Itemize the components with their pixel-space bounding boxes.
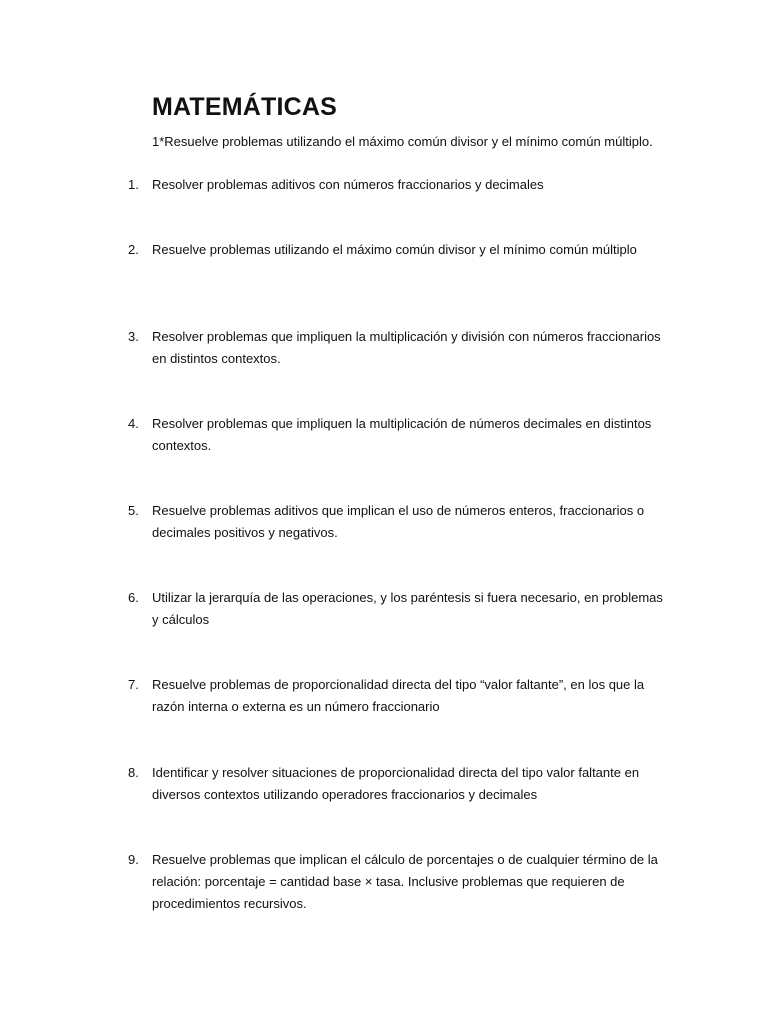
list-item-number: 3.: [128, 329, 139, 344]
list-item: [128, 413, 672, 457]
list-item-number: 4.: [128, 416, 139, 431]
list-item-number: 8.: [128, 765, 139, 780]
list-item-number: 9.: [128, 852, 139, 867]
page-title: MATEMÁTICAS: [152, 93, 338, 121]
list-item-text: Resuelve problemas utilizando el máximo común divisor y el mínimo común múltiplo: [152, 242, 637, 257]
list-item-number: 2.: [128, 242, 139, 257]
list-item: [128, 587, 672, 631]
list-item: [128, 326, 672, 370]
intro-paragraph: 1*Resuelve problemas utilizando el máximo común divisor y el mínimo común múltiplo.: [152, 134, 653, 149]
list-item: [128, 239, 672, 261]
list-item: [128, 174, 672, 196]
list-item-number: 1.: [128, 177, 139, 192]
list-item-text: Resuelve problemas que implican el cálculo de porcentajes o de cualquier término de la relación: porcentaje = cantidad base × tasa. Inclusive problemas que requieren de procedimientos recursivos.: [152, 852, 658, 911]
list-item-text: Utilizar la jerarquía de las operaciones, y los paréntesis si fuera necesario, en problemas y cálculos: [152, 590, 663, 627]
list-item-text: Resolver problemas que impliquen la multiplicación de números decimales en distintos contextos.: [152, 416, 652, 453]
list-item-text: Resolver problemas que impliquen la multiplicación y división con números fraccionarios en distintos contextos.: [152, 329, 661, 366]
list-item: [128, 849, 672, 915]
list-item-text: Resuelve problemas de proporcionalidad directa del tipo “valor faltante”, en los que la razón interna o externa es un número fraccionario: [152, 677, 645, 714]
list-item-text: Resolver problemas aditivos con números fraccionarios y decimales: [152, 177, 544, 192]
list-item-number: 5.: [128, 503, 139, 518]
list-item: [128, 762, 672, 806]
list-item: [128, 674, 672, 718]
list-item-number: 6.: [128, 590, 139, 605]
list-item-number: 7.: [128, 677, 139, 692]
list-item: [128, 500, 672, 544]
list-item-text: Resuelve problemas aditivos que implican el uso de números enteros, fraccionarios o decimales positivos y negativos.: [152, 503, 645, 540]
list-item-text: Identificar y resolver situaciones de proporcionalidad directa del tipo valor faltante en diversos contextos utilizando operadores fraccionarios y decimales: [152, 765, 640, 802]
